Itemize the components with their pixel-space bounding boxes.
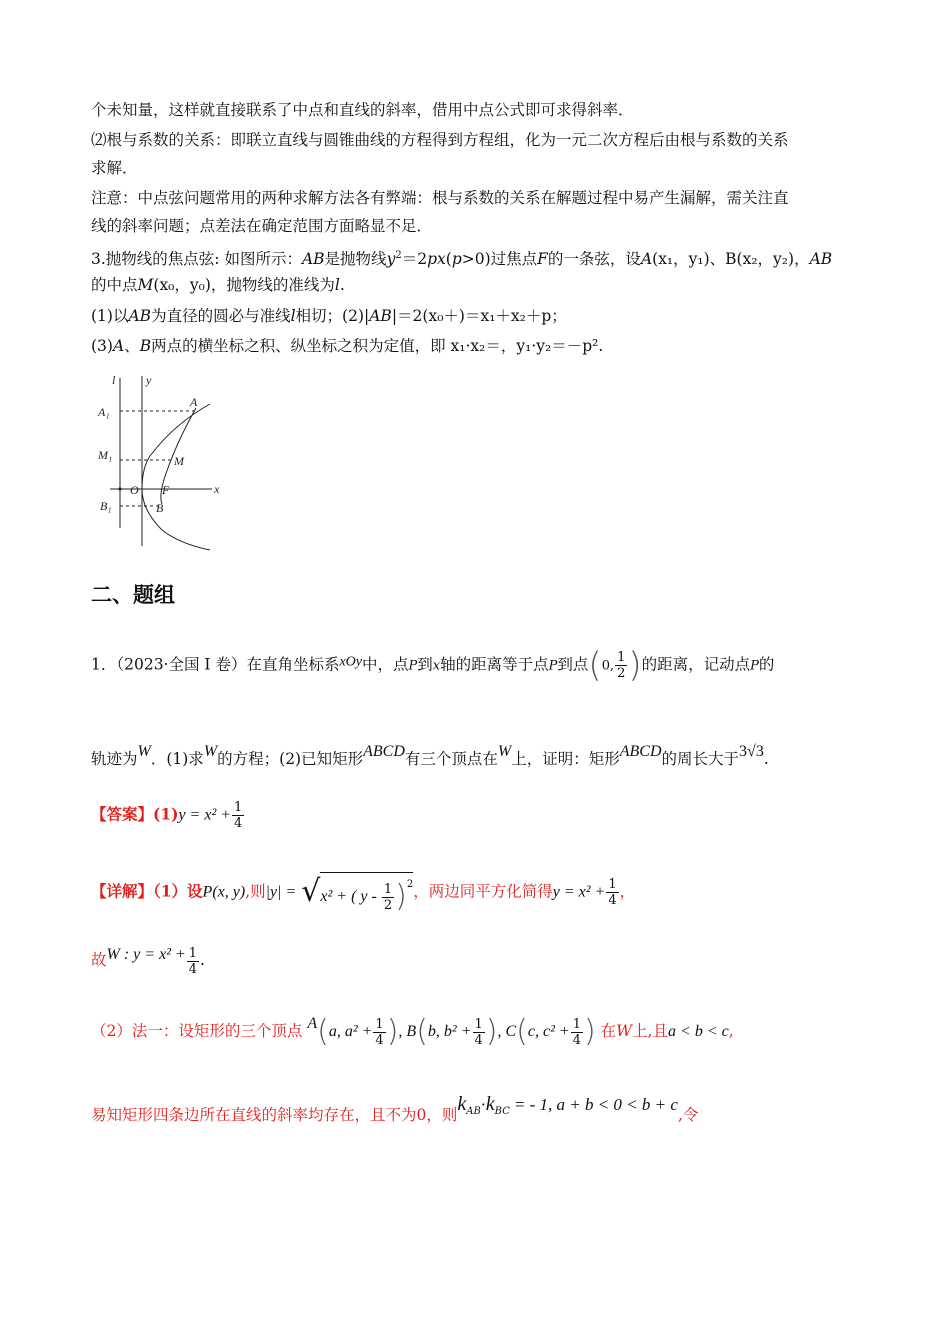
label-l: l bbox=[112, 373, 116, 387]
label-O: O bbox=[130, 483, 139, 497]
text-line: 注意：中点弦问题常用的两种求解方法各有弊端：根与系数的关系在解题过程中易产生漏解，需关注直 bbox=[91, 189, 789, 207]
label-A1: A₁ bbox=[98, 405, 110, 419]
label-B: B bbox=[156, 501, 164, 515]
label-F: F bbox=[162, 483, 170, 497]
text-line: 3.抛物线的焦点弦: 如图所示：AB是抛物线$y^2=2px(p>0)$过焦点F的一条弦，设A(x₁，y₁)、B(x₂，y₂)，AB bbox=[91, 250, 833, 269]
text-line: ⑵根与系数的关系：即联立直线与圆锥曲线的方程得到方程组，化为一元二次方程后由根与系数的关系 bbox=[91, 131, 789, 149]
label-y: y bbox=[146, 373, 152, 387]
label-M1: M₁ bbox=[98, 448, 113, 462]
section-heading: 二、题组 bbox=[91, 583, 175, 607]
text-line: (1)以AB为直径的圆必与准线l相切；(2)|AB|＝2(x₀＋)＝x₁＋x₂＋p； bbox=[91, 307, 567, 325]
conclusion-line: 故W : y = x² + $\frac{1}{4}$ . bbox=[91, 945, 205, 977]
answer-line: 【答案】(1)y = x² + $\frac{1}{4}$ bbox=[91, 800, 243, 831]
text-line: 的中点M(x₀，y₀)，抛物线的准线为l. bbox=[91, 276, 345, 294]
text-line: 求解． bbox=[91, 159, 138, 177]
text-line: (3)A、B两点的横坐标之积、纵坐标之积为定值，即 x₁·x₂＝，y₁·y₂＝－p². bbox=[91, 337, 604, 355]
text-line: 线的斜率问题；点差法在确定范围方面略显不足． bbox=[91, 217, 433, 235]
question-line: 1．（2023·全国 I 卷）在直角坐标系xOy中，点P到x轴的距离等于点P到点(0, $\frac{1}{2}$ )的距离，记动点P的 bbox=[91, 645, 775, 686]
label-M: M bbox=[174, 454, 184, 468]
parabola-figure bbox=[92, 368, 232, 554]
detail-line: 【详解】（1）设P(x, y),则|y| = √x² + ( y - $\frac{1}{2}$ )$^2$，两边同平方化简得y = x² + $\frac{1}{4}$ ， bbox=[91, 872, 635, 913]
text-line: 个未知量，这样就直接联系了中点和直线的斜率，借用中点公式即可求得斜率． bbox=[91, 101, 634, 119]
label-x: x bbox=[214, 482, 220, 496]
method-line: （2）法一：设矩形的三个顶点 A(a, a² + $\frac{1}{4}$ ), B(b, b² + $\frac{1}{4}$ ), C(c, c² + $\frac{1}{4}$ ) 在W上,且a < b < c, bbox=[91, 1014, 734, 1049]
question-line: 轨迹为W．(1)求W的方程；(2)已知矩形ABCD有三个顶点在W上，证明：矩形ABCD的周长大于3√3. bbox=[91, 743, 769, 768]
label-B1: B₁ bbox=[100, 499, 112, 513]
label-A: A bbox=[190, 395, 198, 409]
method-line: 易知矩形四条边所在直线的斜率均存在，且不为0，则$k_{AB}\cdot k_{BC}$ = - 1, a + b < 0 < b + c,令 bbox=[91, 1093, 699, 1124]
